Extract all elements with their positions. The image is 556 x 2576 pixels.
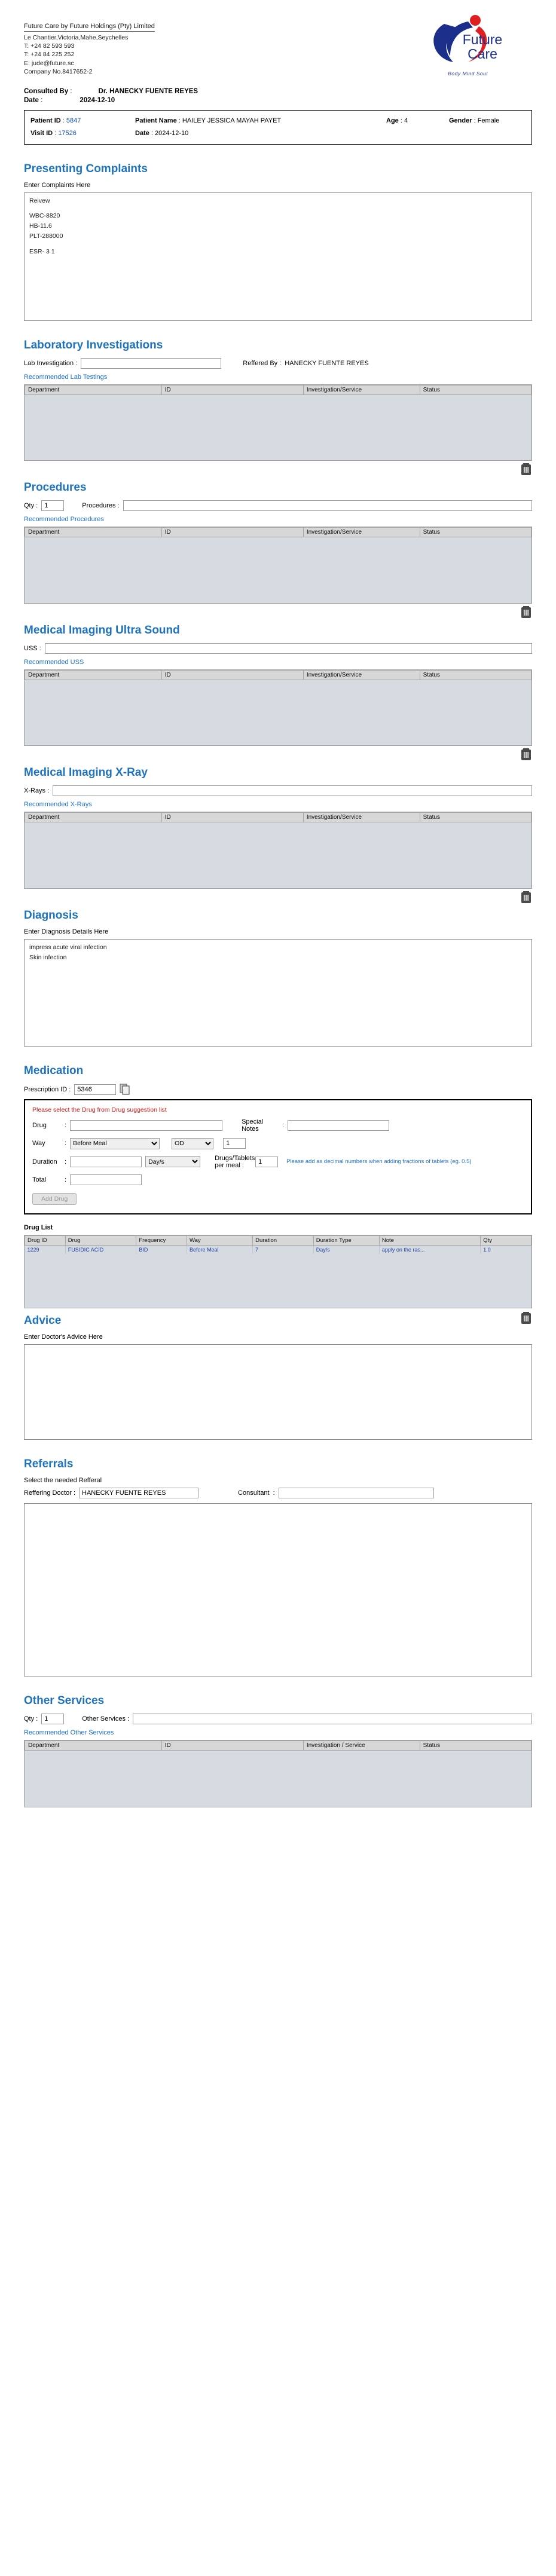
logo-tagline: Body Mind Soul (448, 71, 488, 77)
uss-title: Medical Imaging Ultra Sound (24, 623, 180, 637)
uss-row (24, 643, 532, 654)
complaint-line-4: PLT-288000 (29, 232, 63, 240)
patient-id-label: Patient ID (30, 117, 61, 124)
xray-col-department: Department (25, 813, 162, 822)
drug-cell-drug: FUSIDIC ACID (65, 1245, 136, 1254)
xray-col-id: ID (161, 813, 303, 822)
drug-list-title: Drug List (24, 1223, 53, 1231)
xray-label: X-Rays : (24, 787, 50, 795)
duration-input[interactable] (70, 1157, 142, 1167)
duration-type-select[interactable] (145, 1156, 200, 1167)
visit-date-label: Date (135, 129, 149, 137)
drug-cell-duration-type: Day/s (313, 1245, 379, 1254)
prescription-id-label: Prescription ID : (24, 1085, 71, 1093)
recommended-other-services-label: Recommended Other Services (24, 1728, 114, 1736)
visit-id-label: Visit ID (30, 129, 53, 137)
decimal-note: Please add as decimal numbers when adding fractions of tablets (eg. 0.5) (286, 1158, 472, 1165)
logo-text-future: Future (462, 32, 502, 47)
drug-col-id: Drug ID (25, 1235, 66, 1245)
logo-mark-icon (408, 13, 528, 70)
uss-col-id: ID (161, 670, 303, 680)
clinic-company-no: Company No.8417652-2 (24, 68, 93, 75)
drug-col-frequency: Frequency (136, 1235, 187, 1245)
drug-col-way: Way (187, 1235, 253, 1245)
patient-gender-label: Gender (449, 117, 472, 124)
advice-subtitle: Enter Doctor's Advice Here (24, 1333, 103, 1341)
clinic-tel-1: T: +24 82 593 593 (24, 42, 75, 50)
lab-investigation-input[interactable] (81, 358, 221, 369)
lab-results-grid[interactable] (24, 384, 532, 461)
table-row[interactable] (25, 1245, 531, 1254)
referring-doctor-input[interactable] (79, 1488, 198, 1498)
patient-id-value: : 5847 (62, 117, 81, 124)
other-services-qty-input[interactable] (41, 1714, 64, 1724)
consult-date-colon: : (41, 97, 43, 104)
xray-title: Medical Imaging X-Ray (24, 766, 148, 779)
lab-col-department: Department (25, 385, 162, 394)
referrals-title: Referrals (24, 1457, 74, 1470)
other-services-label: Other Services : (82, 1715, 130, 1723)
drug-cell-frequency: BID (136, 1245, 187, 1254)
proc-col-service: Investigation/Service (303, 528, 420, 537)
trash-icon[interactable] (520, 891, 532, 904)
special-notes-colon: : (282, 1121, 285, 1129)
xray-row (24, 785, 532, 796)
uss-col-department: Department (25, 670, 162, 680)
xray-grid-body (25, 822, 531, 888)
trash-icon[interactable] (520, 1312, 532, 1325)
company-logo (404, 13, 532, 77)
recommended-uss-label: Recommended USS (24, 658, 84, 666)
page-header (0, 0, 556, 82)
total-colon: : (65, 1176, 67, 1183)
clinic-tel-2: T: +24 84 225 252 (24, 51, 75, 59)
trash-icon[interactable] (520, 748, 532, 761)
other-services-qty-label: Qty : (24, 1715, 38, 1723)
lab-col-status: Status (420, 385, 531, 394)
complaint-line-2: WBC-8820 (29, 212, 60, 219)
proc-col-department: Department (25, 528, 162, 537)
add-drug-button[interactable]: Add Drug (32, 1193, 77, 1205)
advice-title: Advice (24, 1314, 62, 1327)
referring-doctor-label: Reffering Doctor : (24, 1489, 76, 1497)
uss-col-status: Status (420, 670, 531, 680)
referrals-row (24, 1488, 532, 1498)
patient-name-label: Patient Name (135, 117, 177, 124)
way-label: Way (32, 1140, 45, 1148)
diagnosis-textarea[interactable] (24, 939, 532, 1047)
lab-investigation-label: Lab Investigation : (24, 359, 78, 367)
drug-cell-id: 1229 (25, 1245, 66, 1254)
drug-col-duration-type: Duration Type (313, 1235, 379, 1245)
diagnosis-line-1: Skin infection (29, 954, 67, 961)
medication-entry-panel (24, 1099, 532, 1214)
clinic-address: Le Chantier,Victoria,Mahe,Seychelles (24, 34, 129, 41)
procedures-grid-body (25, 537, 531, 603)
xray-col-service: Investigation/Service (303, 813, 420, 822)
xray-grid[interactable] (24, 812, 532, 889)
trash-icon[interactable] (520, 463, 532, 476)
visit-id-value: : 17526 (54, 129, 77, 137)
consult-date-label: Date (24, 97, 39, 104)
consultant-label: Consultant (238, 1489, 270, 1497)
clinic-name: Future Care by Future Holdings (Pty) Limited (24, 23, 155, 32)
lab-grid-body (25, 394, 531, 460)
frequency-select[interactable] (172, 1138, 213, 1149)
recommended-lab-label: Recommended Lab Testings (24, 373, 108, 381)
drug-cell-qty: 1.0 (481, 1245, 531, 1254)
lab-investigation-row (24, 358, 532, 369)
duration-colon: : (65, 1158, 67, 1165)
special-notes-label: Special Notes (242, 1118, 264, 1133)
drug-grid-body (25, 1254, 531, 1308)
drug-colon: : (65, 1121, 67, 1129)
drug-cell-duration: 7 (253, 1245, 314, 1254)
consult-date-value: 2024-12-10 (80, 97, 115, 104)
complaint-line-0: Reivew (29, 197, 50, 204)
os-col-id: ID (161, 1740, 303, 1750)
clinic-email: E: jude@future.sc (24, 59, 74, 67)
prescription-id-row (24, 1084, 532, 1096)
os-col-status: Status (420, 1740, 531, 1750)
lab-col-id: ID (161, 385, 303, 394)
lab-col-service: Investigation/Service (303, 385, 420, 394)
other-services-grid[interactable] (24, 1740, 532, 1808)
other-services-input[interactable] (133, 1714, 532, 1724)
medication-warning: Please select the Drug from Drug suggestion list (32, 1106, 167, 1113)
uss-label: USS : (24, 644, 41, 652)
recommended-procedures-label: Recommended Procedures (24, 516, 104, 524)
drug-col-qty: Qty (481, 1235, 531, 1245)
lab-referred-by-label: Reffered By : (243, 359, 282, 367)
way-select[interactable] (70, 1138, 160, 1149)
procedures-grid[interactable] (24, 527, 532, 604)
patient-gender-value: : Female (473, 117, 500, 124)
prescription-id-input[interactable] (74, 1084, 116, 1095)
patient-info-box (24, 110, 532, 145)
drug-col-drug: Drug (65, 1235, 136, 1245)
medication-title: Medication (24, 1064, 84, 1077)
logo-text-care: Care (467, 46, 497, 62)
drug-input[interactable] (70, 1120, 222, 1131)
drug-col-note: Note (379, 1235, 480, 1245)
diagnosis-line-0: impress acute viral infection (29, 943, 107, 951)
way-colon: : (65, 1140, 67, 1148)
patient-age-label: Age (386, 117, 399, 124)
copy-icon[interactable] (120, 1084, 130, 1096)
complaint-line-3: HB-11.6 (29, 222, 52, 230)
recommended-xray-label: Recommended X-Rays (24, 801, 92, 809)
referrals-subtitle: Select the needed Refferal (24, 1476, 102, 1484)
xray-input[interactable] (53, 785, 532, 796)
diagnosis-subtitle: Enter Diagnosis Details Here (24, 928, 109, 935)
other-services-grid-body (25, 1750, 531, 1807)
visit-date-value: : 2024-12-10 (151, 129, 189, 137)
patient-name-value: : HAILEY JESSICA MAYAH PAYET (178, 117, 282, 124)
frequency-count-input[interactable] (223, 1138, 246, 1149)
complaint-line-6: ESR- 3 1 (29, 247, 55, 255)
complaints-textarea[interactable] (24, 192, 532, 321)
procedures-qty-input[interactable] (41, 500, 64, 511)
lab-referred-by-value: HANECKY FUENTE REYES (285, 359, 369, 367)
procedures-qty-label: Qty : (24, 502, 38, 510)
patient-age-value: : 4 (400, 117, 408, 124)
lab-investigations-title: Laboratory Investigations (24, 338, 163, 351)
drug-list-grid[interactable] (24, 1235, 532, 1308)
drug-col-duration: Duration (253, 1235, 314, 1245)
proc-col-id: ID (161, 528, 303, 537)
procedures-title: Procedures (24, 481, 87, 494)
uss-grid-body (25, 680, 531, 745)
special-notes-input[interactable] (288, 1120, 389, 1131)
diagnosis-title: Diagnosis (24, 908, 78, 922)
drug-cell-note: apply on the ras... (379, 1245, 480, 1254)
consulted-by-colon: : (70, 88, 72, 95)
presenting-complaints-title: Presenting Complaints (24, 162, 148, 175)
other-services-row (24, 1714, 532, 1724)
drugs-per-meal-label: Drugs/Tablets per meal : (215, 1154, 255, 1169)
presenting-complaints-subtitle: Enter Complaints Here (24, 181, 91, 189)
referrals-box[interactable] (24, 1503, 532, 1676)
drugs-per-meal-input[interactable] (255, 1157, 278, 1167)
os-col-service: Investigation / Service (303, 1740, 420, 1750)
other-services-title: Other Services (24, 1694, 105, 1707)
drug-cell-way: Before Meal (187, 1245, 253, 1254)
proc-col-status: Status (420, 528, 531, 537)
total-input[interactable] (70, 1174, 142, 1185)
procedures-input[interactable] (123, 500, 532, 511)
consultant-colon: : (273, 1489, 275, 1497)
duration-label: Duration (32, 1158, 57, 1165)
procedures-label: Procedures : (82, 502, 120, 510)
consult-info (0, 82, 556, 104)
xray-col-status: Status (420, 813, 531, 822)
uss-grid[interactable] (24, 669, 532, 747)
advice-textarea[interactable] (24, 1344, 532, 1440)
consulted-by-value: Dr. HANECKY FUENTE REYES (98, 88, 198, 95)
total-label: Total (32, 1176, 47, 1183)
consultant-input[interactable] (279, 1488, 434, 1498)
procedures-row (24, 500, 532, 511)
drug-label: Drug (32, 1121, 47, 1129)
os-col-department: Department (25, 1740, 162, 1750)
uss-input[interactable] (45, 643, 532, 654)
clinic-info (24, 13, 404, 76)
trash-icon[interactable] (520, 606, 532, 619)
uss-col-service: Investigation/Service (303, 670, 420, 680)
consulted-by-label: Consulted By (24, 88, 69, 95)
